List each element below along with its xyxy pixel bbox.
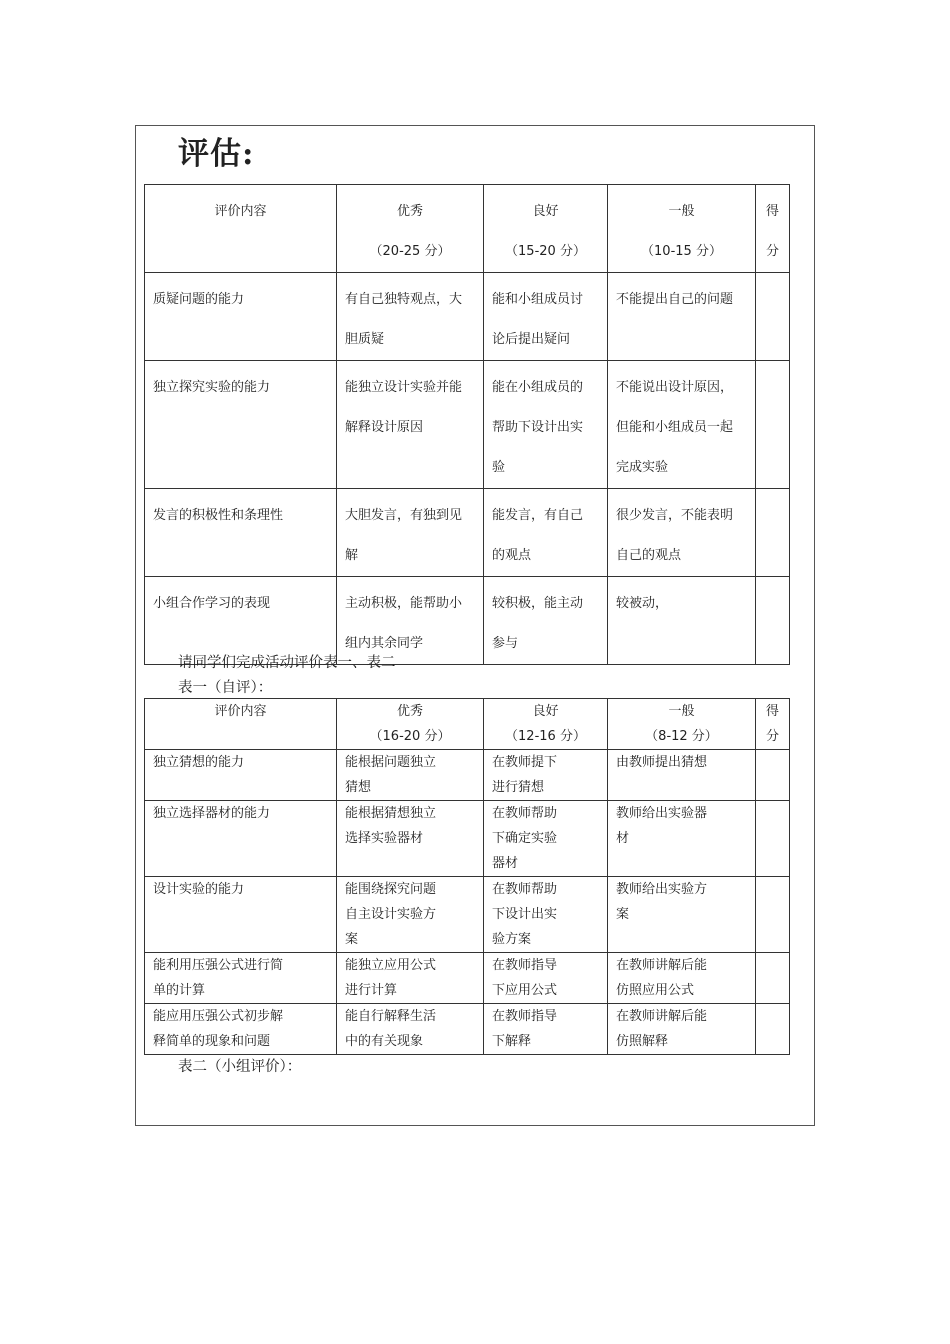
cell-text: 下解释: [492, 1034, 532, 1049]
table-row: [145, 1004, 790, 1055]
cell-text: 论后提出疑问: [492, 332, 571, 347]
table-cell-good: [484, 750, 608, 801]
cell-text: 仿照解释: [616, 1034, 669, 1049]
self-evaluation-table: [144, 698, 790, 1055]
evaluation-table-body: [145, 185, 790, 665]
cell-text: 的观点: [492, 548, 532, 563]
table-cell-item: [145, 750, 337, 801]
cell-text: 很少发言，不能表明: [616, 508, 734, 523]
score-cell[interactable]: [756, 801, 790, 877]
table-cell-average: [608, 1004, 756, 1055]
cell-text: 释简单的现象和问题: [153, 1034, 271, 1049]
cell-text: 能自行解释生活: [345, 1009, 437, 1024]
header-text: （15-20 分）: [505, 244, 586, 259]
table-cell-item: [145, 489, 337, 577]
page-title: 评估:: [178, 136, 255, 172]
cell-text: 能发言，有自己: [492, 508, 584, 523]
header-text: 得: [765, 204, 779, 219]
table-cell-good: [484, 1004, 608, 1055]
cell-text: 有自己独特观点，大: [345, 292, 463, 307]
table-cell-item: [145, 953, 337, 1004]
table-cell-excellent: [337, 750, 484, 801]
cell-text: 在教师讲解后能: [616, 1009, 708, 1024]
header-text: （16-20 分）: [369, 729, 451, 744]
table-cell-average: [608, 361, 756, 489]
header-text: （8-12 分）: [645, 729, 718, 744]
score-cell[interactable]: [756, 877, 790, 953]
header-text: 良好: [532, 204, 559, 219]
table-cell-item: [145, 801, 337, 877]
cell-text: 独立探究实验的能力: [153, 380, 271, 395]
table-cell-good: [484, 577, 608, 665]
cell-text: 在教师提下: [492, 755, 558, 770]
cell-text: 胆质疑: [345, 332, 385, 347]
header-text: （10-15 分）: [641, 244, 722, 259]
header-cell-content: [145, 185, 337, 273]
table-cell-good: [484, 361, 608, 489]
cell-text: 不能说出设计原因，: [616, 380, 734, 395]
table-row: [145, 750, 790, 801]
header-text: 优秀: [396, 204, 423, 219]
table-row: [145, 489, 790, 577]
cell-text: 参与: [492, 636, 519, 651]
cell-text: 案: [345, 932, 359, 947]
table-header-row: [145, 699, 790, 750]
cell-text: 验方案: [492, 932, 532, 947]
cell-text: 在教师帮助: [492, 806, 558, 821]
table-row: [145, 877, 790, 953]
table-cell-average: [608, 489, 756, 577]
instruction-text: 请同学们完成活动评价表一、表二: [178, 655, 396, 671]
cell-text: 大胆发言，有独到见: [345, 508, 463, 523]
table-cell-average: [608, 273, 756, 361]
table-cell-item: [145, 1004, 337, 1055]
cell-text: 能利用压强公式进行简: [153, 958, 284, 973]
cell-text: 质疑问题的能力: [153, 292, 245, 307]
cell-text: 在教师指导: [492, 958, 558, 973]
self-evaluation-table-body: [145, 699, 790, 1055]
cell-text: 自己的观点: [616, 548, 682, 563]
cell-text: 帮助下设计出实: [492, 420, 584, 435]
cell-text: 不能提出自己的问题: [616, 292, 734, 307]
cell-text: 教师给出实验方: [616, 882, 708, 897]
header-text: 一般: [668, 204, 695, 219]
header-cell-good: [484, 699, 608, 750]
table-cell-item: [145, 877, 337, 953]
cell-text: 较积极，能主动: [492, 596, 584, 611]
cell-text: 较被动，: [616, 596, 669, 611]
cell-text: 独立选择器材的能力: [153, 806, 271, 821]
cell-text: 材: [616, 831, 630, 846]
header-text: 得: [765, 704, 779, 719]
cell-text: 在教师帮助: [492, 882, 558, 897]
score-cell[interactable]: [756, 577, 790, 665]
table-cell-good: [484, 953, 608, 1004]
header-text: 良好: [532, 704, 559, 719]
header-text: 一般: [668, 704, 695, 719]
score-cell[interactable]: [756, 361, 790, 489]
cell-text: 组内其余同学: [345, 636, 424, 651]
evaluation-table: [144, 184, 790, 665]
cell-text: 案: [616, 907, 630, 922]
cell-text: 能根据问题独立: [345, 755, 437, 770]
table-cell-excellent: [337, 1004, 484, 1055]
table-cell-average: [608, 577, 756, 665]
table-cell-average: [608, 877, 756, 953]
table-header-row: [145, 185, 790, 273]
header-text: 分: [765, 244, 779, 259]
cell-text: 仿照应用公式: [616, 983, 695, 998]
header-text: 评价内容: [214, 704, 267, 719]
cell-text: 小组合作学习的表现: [153, 596, 271, 611]
cell-text: 验: [492, 460, 506, 475]
header-text: 分: [765, 729, 779, 744]
cell-text: 下设计出实: [492, 907, 558, 922]
score-cell[interactable]: [756, 273, 790, 361]
table-cell-average: [608, 953, 756, 1004]
cell-text: 能根据猜想独立: [345, 806, 437, 821]
cell-text: 由教师提出猜想: [616, 755, 708, 770]
table-row: [145, 361, 790, 489]
score-cell[interactable]: [756, 1004, 790, 1055]
header-cell-excellent: [337, 699, 484, 750]
header-text: 评价内容: [214, 204, 267, 219]
header-cell-content: [145, 699, 337, 750]
table-cell-excellent: [337, 801, 484, 877]
table-cell-item: [145, 273, 337, 361]
cell-text: 设计实验的能力: [153, 882, 245, 897]
cell-text: 进行计算: [345, 983, 398, 998]
cell-text: 能围绕探究问题: [345, 882, 437, 897]
cell-text: 解: [345, 548, 359, 563]
table-cell-excellent: [337, 877, 484, 953]
header-cell-good: [484, 185, 608, 273]
table-row: [145, 953, 790, 1004]
header-text: （20-25 分）: [369, 244, 451, 259]
header-cell-score: [756, 699, 790, 750]
cell-text: 自主设计实验方: [345, 907, 437, 922]
cell-text: 下应用公式: [492, 983, 558, 998]
cell-text: 进行猜想: [492, 780, 545, 795]
header-text: 优秀: [396, 704, 423, 719]
table-cell-good: [484, 877, 608, 953]
cell-text: 发言的积极性和条理性: [153, 508, 284, 523]
table-row: [145, 801, 790, 877]
cell-text: 猜想: [345, 780, 372, 795]
table-cell-good: [484, 273, 608, 361]
table-row: [145, 273, 790, 361]
cell-text: 但能和小组成员一起: [616, 420, 734, 435]
cell-text: 下确定实验: [492, 831, 558, 846]
cell-text: 解释设计原因: [345, 420, 424, 435]
cell-text: 主动积极，能帮助小: [345, 596, 463, 611]
cell-text: 在教师指导: [492, 1009, 558, 1024]
cell-text: 能和小组成员讨: [492, 292, 584, 307]
cell-text: 器材: [492, 856, 519, 871]
table-cell-good: [484, 801, 608, 877]
cell-text: 能应用压强公式初步解: [153, 1009, 284, 1024]
cell-text: 单的计算: [153, 983, 206, 998]
score-cell[interactable]: [756, 750, 790, 801]
score-cell[interactable]: [756, 953, 790, 1004]
table-cell-good: [484, 489, 608, 577]
score-cell[interactable]: [756, 489, 790, 577]
cell-text: 能独立应用公式: [345, 958, 437, 973]
table-cell-excellent: [337, 273, 484, 361]
cell-text: 完成实验: [616, 460, 669, 475]
cell-text: 教师给出实验器: [616, 806, 708, 821]
header-cell-average: [608, 699, 756, 750]
table-cell-excellent: [337, 361, 484, 489]
table-cell-average: [608, 750, 756, 801]
table-cell-excellent: [337, 953, 484, 1004]
cell-text: 中的有关现象: [345, 1034, 424, 1049]
header-cell-excellent: [337, 185, 484, 273]
table-cell-excellent: [337, 489, 484, 577]
table-cell-average: [608, 801, 756, 877]
table1-title: 表一（自评）：: [178, 680, 273, 696]
header-text: （12-16 分）: [505, 729, 586, 744]
table2-title: 表二（小组评价）：: [178, 1059, 302, 1075]
cell-text: 选择实验器材: [345, 831, 424, 846]
header-cell-average: [608, 185, 756, 273]
header-cell-score: [756, 185, 790, 273]
cell-text: 独立猜想的能力: [153, 755, 245, 770]
table-cell-item: [145, 361, 337, 489]
cell-text: 能在小组成员的: [492, 380, 584, 395]
cell-text: 能独立设计实验并能: [345, 380, 463, 395]
cell-text: 在教师讲解后能: [616, 958, 708, 973]
